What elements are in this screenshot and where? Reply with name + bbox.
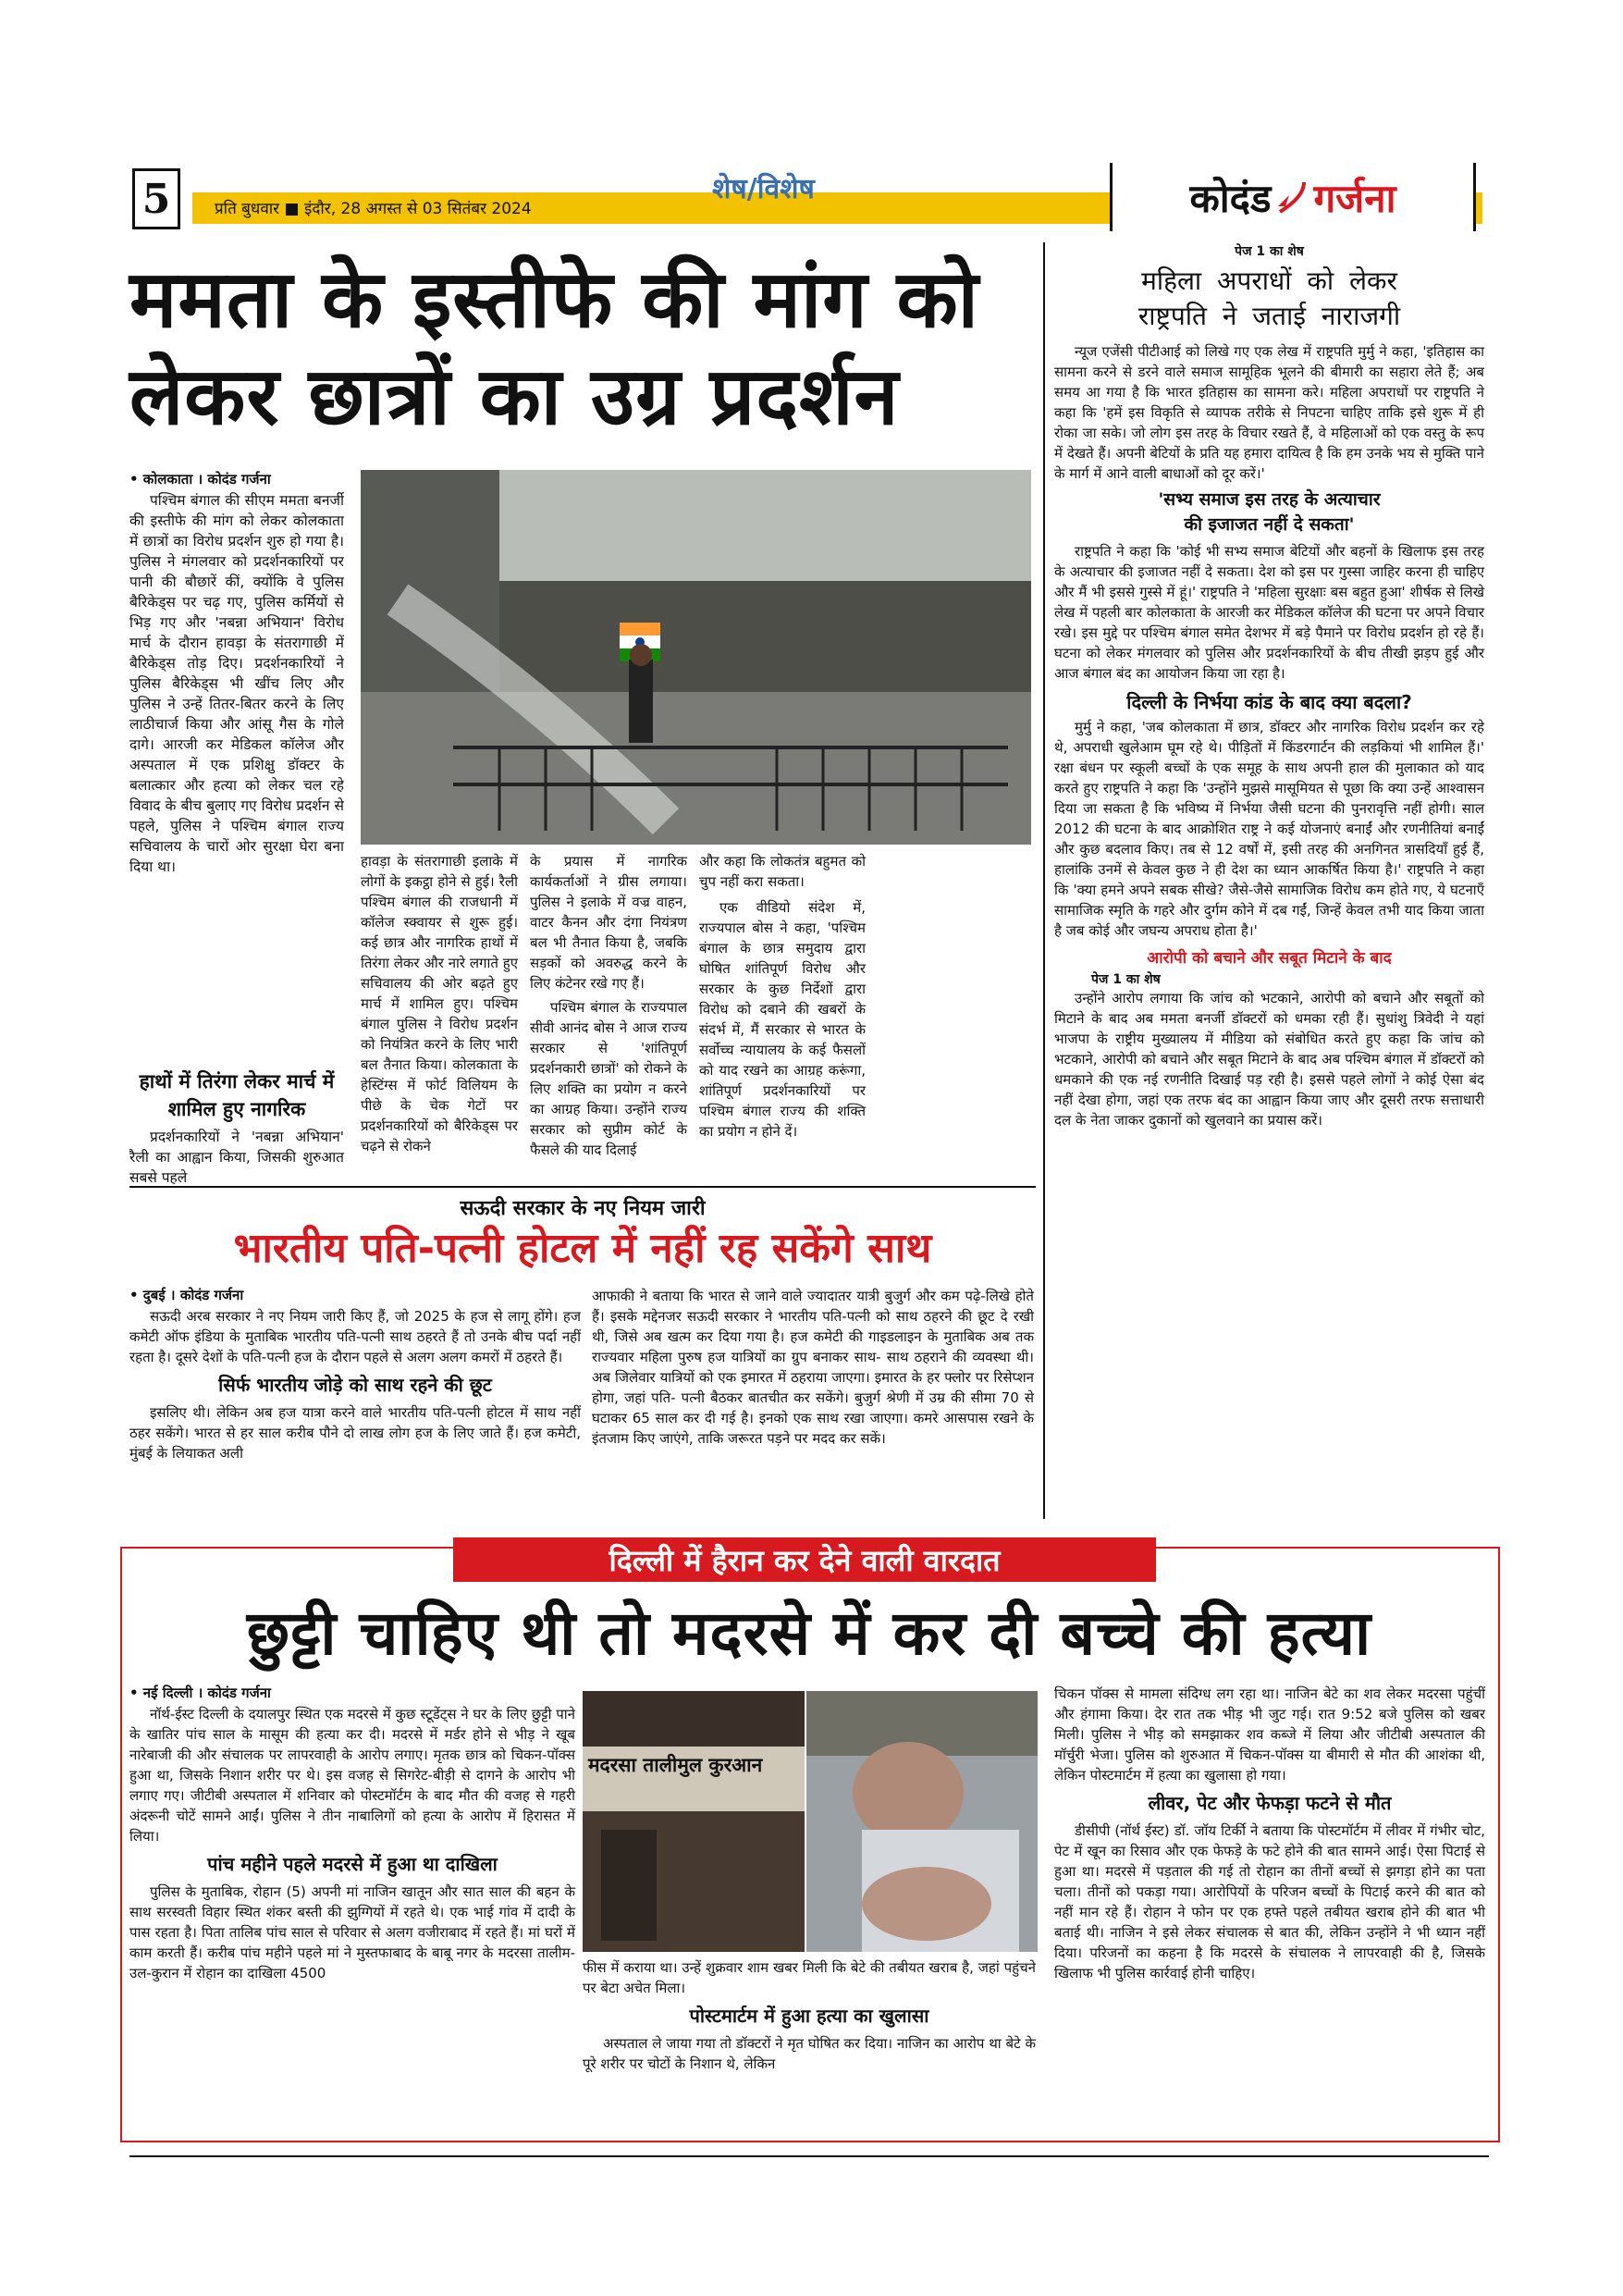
delhi-paragraph2: पुलिस के मुताबिक, रोहान (5) अपनी मां नाजिन खातून और सात साल की बहन के साथ सरस्वती विहार स्थित शंकर बस्ती की झुग्गियों में रहते थे। एक भाई गांव में दादी के पास रहता है। पिता तालिब पांच साल से परिवार से अलग वजीराबाद में रहते हैं। मां घरों में काम करती हैं। करीब पांच महीने पहले मां ने मुस्तफाबाद के बाबू नगर के मदरसा तालीम-उल-कुरान में रोहान का दाखिला 4500 (129, 1883, 575, 1981)
right-paragraph2: राष्ट्रपति ने कहा कि 'कोई भी सभ्य समाज बेटियों और बहनों के खिलाफ इस तरह के अत्याचार की इजाजत नहीं दे सकता। देश को इस पर गुस्सा जाहिर करना ही चाहिए और मैं भी इससे गुस्से में हूं।' राष्ट्रपति ने 'महिला सुरक्षाः बस बहुत हुआ' शीर्षक से लिखे लेख में पहली बार कोलकाता के आरजी कर मेडिकल कॉलेज की घटना पर अपने विचार रखे। इस मुद्दे पर पश्चिम बंगाल समेत देशभर में बड़े पैमाने पर विरोध प्रदर्शन हो रहे हैं। घटना को लेकर मंगलवार को पुलिस और प्रदर्शनकारियों के बीच तीखी झड़प हुई और आज बंगाल बंद का आयोजन किया जा रहा है। (1054, 543, 1484, 682)
right-paragraph1: न्यूज एजेंसी पीटीआई को लिखे गए एक लेख में राष्ट्रपति मुर्मु ने कहा, 'इतिहास का सामना करने से डरने वाले समाज सामूहिक भूलने की बीमारी का सहारा लेते हैं; अब समय आ गया है कि भारत इतिहास का सामना करे। महिला अपराधों पर राष्ट्रपति ने कहा कि 'हमें इस विकृति से व्यापक तरीके से निपटना चाहिए ताकि इसे शुरू में ही रोका जा सके। जो लोग इस तरह के विचार रखते हैं, वे महिलाओं को एक वस्तु के रूप में देखते हैं। अपनी बेटियों के प्रति यह हमारा दायित्व है कि हम उनके भय से मुक्ति पाने के मार्ग में आने वाली बाधाओं को दूर करें।' (1054, 343, 1484, 482)
right-headline-line1: महिला अपराधों को लेकर (1141, 265, 1397, 296)
right-tag: पेज 1 का शेष (1235, 244, 1304, 259)
main-col3-paragraph2: पश्चिम बंगाल के राज्यपाल सीवी आनंद बोस ने आज राज्य सरकार से 'शांतिपूर्ण प्रदर्शनकारी छात्रों' को रोकने के लिए शक्ति का प्रयोग न करने का आग्रह किया। उन्होंने राज्य सरकार को सुप्रीम कोर्ट के फैसले की याद दिलाई (530, 999, 687, 1158)
madrasa-photo (583, 1691, 805, 1952)
brand-logo (1110, 163, 1476, 231)
delhi-headline: छुट्टी चाहिए थी तो मदरसे में कर दी बच्चे की हत्या (246, 1598, 1372, 1669)
main-byline: • कोलकाता । कोदंड गर्जना (129, 471, 271, 488)
right-paragraph4: उन्होंने आरोप लगाया कि जांच को भटकाने, आरोपी को बचाने और सबूतों को मिटाने के बाद अब ममता बनर्जी डॉक्टरों को धमका रही हैं। सुधांशु त्रिवेदी ने यहां भाजपा के राष्ट्रीय मुख्यालय में मीडिया को संबोधित करते हुए कहा कि जांच को भटकाने, आरोपी को बचाने और सबूत मिटाने के बाद अब पश्चिम बंगाल में डॉक्टरों को धमकाने की एक नई रणनीति दिखाई पड़ रही है। इससे पहले लोगों ने कोई ऐसा बंद नहीं देखा होगा, जहां एक तरफ बंद का आह्वान किया जाए और दूसरी तरफ सत्ताधारी दल के नेता जाकर दुकानों को खुलवाने का प्रयास करें। (1054, 990, 1484, 1129)
right-tag2: पेज 1 का शेष (1091, 972, 1161, 987)
delhi-paragraph3: चिकन पॉक्स से मामला संदिग्ध लग रहा था। नाजिन बेटे का शव लेकर मदरसा पहुंचीं और हंगामा किया। देर रात तक भीड़ भी जुट गई। रात 9:52 बजे पुलिस को खबर मिली। पुलिस ने भीड़ को समझाकर शव कब्जे में लिया और जीटीबी अस्पताल की मॉर्चुरी भेजा। पुलिस को शुरुआत में चिकन-पॉक्स या बीमारी से मौत की आशंका थी, लेकिन पोस्टमार्टम में हत्या का खुलासा हो गया। (1054, 1685, 1485, 1784)
delhi-byline: • नई दिल्ली । कोदंड गर्जना (129, 1685, 271, 1701)
main-col4 (699, 851, 866, 1142)
saudi-paragraph1: सऊदी अरब सरकार ने नए नियम जारी किए हैं, जो 2025 के हज से लागू होंगे। हज कमेटी ऑफ इंडिया के मुताबिक भारतीय पति-पत्नी साथ ठहरते हैं तो उनके बीच पर्दा नहीं रहता है। दूसरे देशों के पति-पत्नी हज के दौरान पहले से अलग अलग कमरों में ठहरते हैं। (129, 1308, 581, 1365)
main-col1-subhead: हाथों में तिरंगा लेकर मार्च में शामिल हुए नागरिक (139, 1070, 335, 1120)
saudi-left-col (129, 1286, 581, 1463)
saudi-right-col (592, 1286, 1034, 1449)
page-bottom-rule (129, 2155, 1489, 2157)
main-col1 (129, 470, 344, 1188)
right-headline (1054, 264, 1484, 334)
right-subhead2: दिल्ली के निर्भया कांड के बाद क्या बदला? (1126, 691, 1412, 713)
issue-line: प्रति बुधवार ■ इंदौर, 28 अगस्त से 03 सितंबर 2024 (215, 200, 532, 218)
main-col3 (530, 851, 687, 1160)
saudi-headline: भारतीय पति-पत्नी होटल में नहीं रह सकेंगे साथ (233, 1225, 932, 1272)
saudi-kicker: सऊदी सरकार के नए नियम जारी (460, 1197, 706, 1220)
saudi-paragraph3: आफाकी ने बताया कि भारत से जाने वाले ज्यादातर यात्री बुजुर्ग और कम पढ़े-लिखे होते हैं। इसके मद्देनजर सऊदी सरकार ने भारतीय पति-पत्नी को साथ ठहरने की छूट दे रखी थी, जिसे अब खत्म कर दिया गया है। हज कमेटी की गाइडलाइन के मुताबिक अब तक राज्यवार महिला पुरुष हज यात्रियों का ग्रुप बनाकर साथ- साथ ठहराने की व्यवस्था थी। अब जिलेवार यात्रियों को एक इमारत में ठहराया जाएगा। इमारत के हर फ्लोर पर रिसेप्शन होगा, जहां पति- पत्नी बैठकर बातचीत कर सकेंगे। बुजुर्ग श्रेणी में उम्र की सीमा 70 से घटाकर 65 साल कर दी गई है। इनको एक साथ रखा जाएगा। कमरे आसपास रखने के इंतजाम किए जाएंगे, ताकि जरूरत पड़ने पर मदद कर सकें। (592, 1288, 1034, 1447)
main-col4-paragraph2: एक वीडियो संदेश में, राज्यपाल बोस ने कहा, 'पश्चिम बंगाल के छात्र समुदाय द्वारा घोषित शांतिपूर्ण विरोध और सरकार के कुछ निर्देशों द्वारा विरोध को दबाने की खबरों के संदर्भ में, मैं सरकार से भारत के सर्वोच्च न्यायालय के कई फैसलों को याद रखने का आग्रह करूंगा, शांतिपूर्ण प्रदर्शनकारियों पर पश्चिम बंगाल राज्य की शक्ति का प्रयोग न होने दें। (699, 899, 866, 1140)
saudi-top-rule (129, 1186, 1036, 1188)
main-col3-paragraph: के प्रयास में नागरिक कार्यकर्ताओं ने ग्रीस लगाया। पुलिस ने इलाके में वज्र वाहन, वाटर कैनन और दंगा नियंत्रण बल भी तैनात किया है, जबकि सड़कों को अवरुद्ध करने के लिए कंटेनर रखे गए हैं। (530, 853, 687, 992)
delhi-mid-paragraph1: फीस में कराया था। उन्हें शुक्रवार शाम खबर मिली कि बेटे की तबीयत खराब है, जहां पहुंचने पर बेटा अचेत मिला। (583, 1959, 1036, 1996)
delhi-banner-text: दिल्ली में हैरान कर देने वाली वारदात (609, 1542, 1001, 1578)
delhi-mid-paragraph2: अस्पताल ले जाया गया तो डॉक्टरों ने मृत घोषित कर दिया। नाजिन का आरोप था बेटे के पूरे शरीर पर चोटों के निशान थे, लेकिन (583, 2035, 1036, 2072)
section-label: शेष/विशेष (712, 173, 815, 205)
delhi-mid-col (583, 1957, 1036, 2074)
logo-text-left: कोदंड (1189, 175, 1272, 221)
delhi-col3 (1054, 1684, 1485, 1983)
page-number: 5 (141, 175, 171, 223)
right-subhead3: आरोपी को बचाने और सबूत मिटाने के बाद (1147, 949, 1392, 968)
right-headline-line2: राष्ट्रपति ने जताई नाराजगी (1137, 301, 1401, 331)
logo-text-right: गर्जना (1313, 175, 1396, 221)
right-paragraph3: मुर्मु ने कहा, 'जब कोलकाता में छात्र, डॉक्टर और नागरिक विरोध प्रदर्शन कर रहे थे, अपराधी खुलेआम घूम रहे थे। पीड़ितों में किंडरगार्टन की लड़कियां भी शामिल हैं।' रक्षा बंधन पर स्कूली बच्चों के एक समूह के साथ अपनी हाल की मुलाकात को याद करते हुए राष्ट्रपति ने कहा कि 'उन्होंने मुझसे मासूमियत से पूछा कि क्या उन्हें आश्वासन दिया जा सकता है कि भविष्य में निर्भया जैसी घटना की पुनरावृत्ति नहीं होगी। साल 2012 की घटना के बाद आक्रोशित राष्ट्र ने कई योजनाएं बनाईं और रणनीतियां बनाईं और कुछ बदलाव किए। तब से 12 वर्षों में, इसी तरह की अनगिनत त्रासदियाँ हुई हैं, हालांकि उनमें से केवल कुछ ने ही देश का ध्यान आकर्षित किया है।' राष्ट्रपति ने कहा कि 'क्या हमने अपने सबक सीखे? जैसे-जैसे सामाजिक विरोध कम होते गए, ये घटनाएँ सामाजिक स्मृति के गहरे और दुर्गम कोने में दब गईं, जिन्हें केवल तभी याद किया जाता है जब कोई और जघन्य अपराध होता है।' (1054, 719, 1484, 939)
madrasa-sign-text: मदरसा तालीमुल कुरआन (588, 1754, 763, 1776)
main-headline (129, 252, 1054, 446)
main-col4-paragraph: और कहा कि लोकतंत्र बहुमत को चुप नहीं करा सकता। (699, 853, 866, 890)
delhi-paragraph4: डीसीपी (नॉर्थ ईस्ट) डॉ. जॉय टिर्की ने बताया कि पोस्टमॉर्टम में लीवर में गंभीर चोट, पेट में खून का रिसाव और एक फेफड़े के फटे होने की बात सामने आई। ऐसा पिटाई से हुआ था। मदरसे में पड़ताल की गई तो रोहान का तीनों बच्चों से झगड़ा होने का पता चला। तीनों को पकड़ा गया। आरोपियों के परिजन बच्चों के पिटाई करने की बात को नहीं मान रहे हैं। रोहान ने फोन पर एक हफ्ते पहले तबीयत खराब होने की बात भी बताई थी। नाजिन ने इसे लेकर संचालक से बात की, लेकिन उन्होंने ने भी ध्यान नहीं दिया। परिजनों का कहना है कि मदरसे के संचालक ने लापरवाही की है, जिसके खिलाफ भी पुलिस कार्रवाई होनी चाहिए। (1054, 1822, 1485, 1981)
victim-photo (806, 1691, 1038, 1952)
main-headline-line1: ममता के इस्तीफे की मांग को (129, 253, 979, 346)
delhi-banner (453, 1537, 1156, 1582)
delhi-paragraph1: नॉर्थ-ईस्ट दिल्ली के दयालपुर स्थित एक मदरसे में कुछ स्टूडेंट्स ने घर के लिए छुट्टी पाने के खातिर पांच साल के मासूम की हत्या कर दी। मदरसे में मर्डर होने से भीड़ ने खूब नारेबाजी की और संचालक पर लापरवाही के आरोप लगाए। मृतक छात्र को चिकन-पॉक्स हुआ था, जिसके निशान शरीर पर थे। इस वजह से सिगरेट-बीड़ी से दागने के आरोप भी लगाए गए। जीटीबी अस्पताल में शनिवार को पोस्टमॉर्टम के बाद मौत की वजह से गहरी अंदरूनी चोटें सामने आईं। पुलिस ने तीन नाबालिगों को हत्या के आरोप में हिरासत में लिया। (129, 1706, 575, 1845)
main-col2-paragraph: हावड़ा के संतरागाछी इलाके में लोगों के इकट्ठा होने से हुई। रैली पश्चिम बंगाल की राजधानी में कॉलेज स्क्वायर से शुरू हुई। कई छात्र और नागरिक हाथों में तिरंगा लेकर और नारे लगाते हुए सचिवालय की ओर बढ़ते हुए मार्च में शामिल हुए। पश्चिम बंगाल पुलिस ने विरोध प्रदर्शन को नियंत्रित करने के लिए भारी बल तैनात किया। कोलकाता के हेस्टिंग्स में फोर्ट विलियम के पीछे के चेक गेटों पर प्रदर्शनकारियों को बैरिकेड्स पर चढ़ने से रोकने (361, 853, 518, 1154)
right-column (1054, 242, 1484, 1130)
right-subhead1-line1: 'सभ्य समाज इस तरह के अत्याचार (1158, 489, 1381, 510)
protest-photo (361, 470, 1031, 845)
saudi-byline: • दुबई । कोदंड गर्जना (129, 1287, 244, 1303)
delhi-subhead2: पोस्टमार्टम में हुआ हत्या का खुलासा (689, 2005, 929, 2027)
main-col1-paragraph2: प्रदर्शनकारियों ने 'नबन्ना अभियान' रैली का आह्वान किया, जिसकी शुरुआत सबसे पहले (129, 1129, 344, 1186)
main-col1-paragraph: पश्चिम बंगाल की सीएम ममता बनर्जी की इस्तीफे की मांग को लेकर कोलकाता में छात्रों का विरोध प्रदर्शन शुरु हो गया है। पुलिस ने मंगलवार को प्रदर्शनकारियों पर पानी की बौछारें कीं, क्योंकि वे पुलिस बैरिकेड्स पर चढ़ गए, पुलिस कर्मियों से भिड़ गए और 'नबन्ना अभियान' विरोध मार्च के दौरान हावड़ा के संतरागाछी में बैरिकेड्स तोड़ दिए। प्रदर्शनकारियों ने पुलिस बैरिकेड्स भी खींच लिए और पुलिस ने उन्हें तितर-बितर करने के लिए लाठीचार्ज किया और आंसू गैस के गोले दागे। आरजी कर मेडिकल कॉलेज और अस्पताल में एक प्रशिक्षु डॉक्टर के बलात्कार और हत्या को लेकर चल रहे विवाद के बीच बुलाए गए विरोध प्रदर्शन से पहले, पुलिस ने पश्चिम बंगाल राज्य सचिवालय के चारों ओर सुरक्षा घेरा बना दिया था। (129, 492, 344, 875)
right-column-divider (1043, 242, 1045, 1519)
main-col2 (361, 851, 518, 1156)
delhi-col1 (129, 1684, 575, 1983)
delhi-subhead3: लीवर, पेट और फेफड़ा फटने से मौत (1148, 1792, 1392, 1814)
right-subhead1 (1054, 488, 1484, 537)
bow-icon (1276, 179, 1308, 216)
saudi-paragraph2: इसलिए थी। लेकिन अब हज यात्रा करने वाले भारतीय पति-पत्नी होटल में साथ नहीं ठहर सकेंगे। भारत से हर साल करीब पौने दो लाख लोग हज के लिए जाते हैं। हज कमेटी, मुंबई के लियाकत अली (129, 1404, 581, 1462)
saudi-subhead: सिर्फ भारतीय जोड़े को साथ रहने की छूट (218, 1374, 492, 1396)
delhi-subhead1: पांच महीने पहले मदरसे में हुआ था दाखिला (207, 1853, 498, 1875)
right-subhead1-line2: की इजाजत नहीं दे सकता' (1184, 514, 1355, 535)
page-number-box (132, 168, 180, 229)
main-headline-line2: लेकर छात्रों का उग्र प्रदर्शन (129, 351, 900, 443)
